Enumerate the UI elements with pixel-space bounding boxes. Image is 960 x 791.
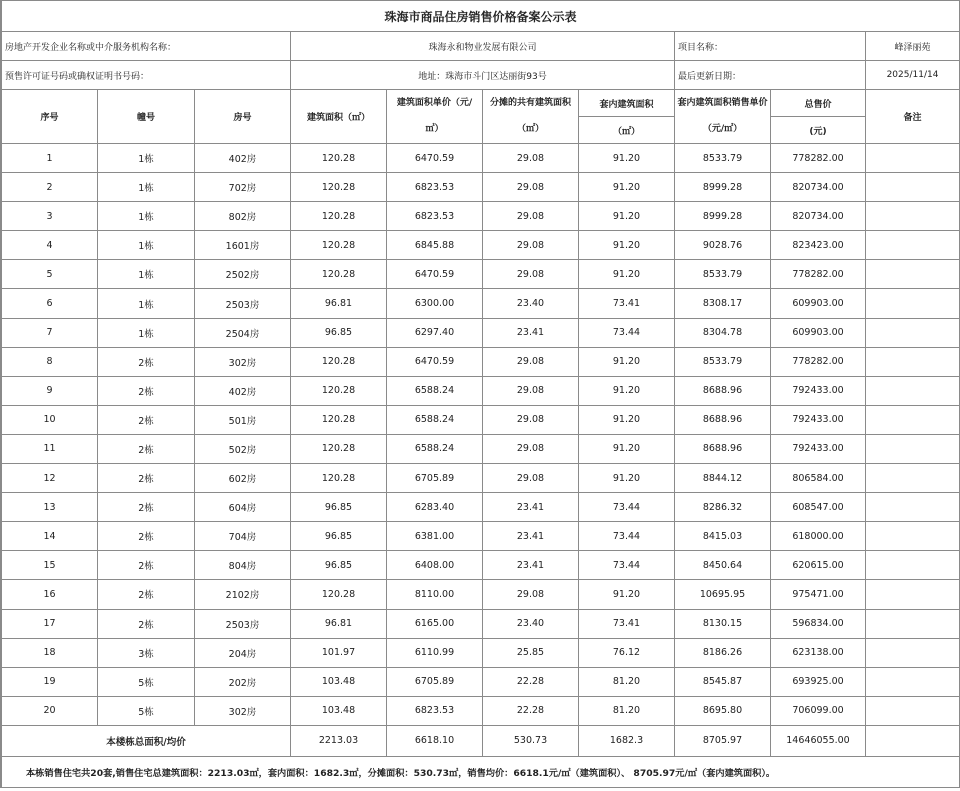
total-price-cell: 778282.00 xyxy=(771,144,866,173)
seq-cell: 6 xyxy=(2,289,98,318)
room-cell: 802房 xyxy=(195,202,291,231)
shared-area-cell: 29.08 xyxy=(483,580,579,609)
inner-price-cell: 10695.95 xyxy=(675,580,771,609)
remark-cell xyxy=(866,405,960,434)
inner-area-cell: 91.20 xyxy=(579,376,675,405)
building-cell: 2栋 xyxy=(98,464,195,493)
inner-area-cell: 73.44 xyxy=(579,551,675,580)
total-price-cell: 806584.00 xyxy=(771,464,866,493)
seq-cell: 14 xyxy=(2,522,98,551)
area-cell: 101.97 xyxy=(291,638,387,667)
area-cell: 120.28 xyxy=(291,202,387,231)
remark-cell xyxy=(866,376,960,405)
unit-price-cell: 6283.40 xyxy=(387,493,483,522)
building-cell: 1栋 xyxy=(98,231,195,260)
table-row xyxy=(2,405,960,434)
inner-area-cell: 73.44 xyxy=(579,493,675,522)
unit-price-cell: 6823.53 xyxy=(387,202,483,231)
seq-cell: 1 xyxy=(2,144,98,173)
room-cell: 1601房 xyxy=(195,231,291,260)
unit-price-cell: 6470.59 xyxy=(387,347,483,376)
area-cell: 120.28 xyxy=(291,144,387,173)
room-cell: 302房 xyxy=(195,696,291,725)
shared-area-cell: 23.41 xyxy=(483,318,579,347)
table-row xyxy=(2,464,960,493)
remark-cell xyxy=(866,696,960,725)
inner-price-cell: 8533.79 xyxy=(675,144,771,173)
inner-area-cell: 76.12 xyxy=(579,638,675,667)
remark-cell xyxy=(866,347,960,376)
room-cell: 604房 xyxy=(195,493,291,522)
total-inner-price: 8705.97 xyxy=(675,725,771,756)
header-total-price: 总售价 xyxy=(771,90,866,117)
inner-area-cell: 81.20 xyxy=(579,667,675,696)
building-cell: 2栋 xyxy=(98,609,195,638)
remark-cell xyxy=(866,551,960,580)
table-row xyxy=(2,493,960,522)
unit-price-cell: 6470.59 xyxy=(387,260,483,289)
room-cell: 402房 xyxy=(195,144,291,173)
total-price-cell: 792433.00 xyxy=(771,376,866,405)
remark-cell xyxy=(866,667,960,696)
total-price-cell: 609903.00 xyxy=(771,318,866,347)
inner-price-cell: 8415.03 xyxy=(675,522,771,551)
area-cell: 120.28 xyxy=(291,173,387,202)
permit-label: 预售许可证号码或确权证明书号码： xyxy=(2,61,291,90)
total-price-cell: 706099.00 xyxy=(771,696,866,725)
total-price-cell: 823423.00 xyxy=(771,231,866,260)
shared-area-cell: 23.40 xyxy=(483,289,579,318)
shared-area-cell: 22.28 xyxy=(483,667,579,696)
table-row xyxy=(2,667,960,696)
remark-cell xyxy=(866,580,960,609)
shared-area-cell: 29.08 xyxy=(483,260,579,289)
area-cell: 120.28 xyxy=(291,405,387,434)
header-remark: 备注 xyxy=(866,90,960,144)
header-inner-price-line2: （元/㎡） xyxy=(702,124,743,134)
table-row xyxy=(2,580,960,609)
remark-cell xyxy=(866,144,960,173)
unit-price-cell: 6381.00 xyxy=(387,522,483,551)
inner-price-cell: 8999.28 xyxy=(675,173,771,202)
inner-price-cell: 8450.64 xyxy=(675,551,771,580)
total-label: 本楼栋总面积/均价 xyxy=(2,725,291,756)
inner-area-cell: 91.20 xyxy=(579,347,675,376)
seq-cell: 11 xyxy=(2,434,98,463)
project-name: 峰泽丽苑 xyxy=(866,32,960,61)
seq-cell: 15 xyxy=(2,551,98,580)
header-total-price-unit: (元) xyxy=(771,117,866,144)
area-cell: 120.28 xyxy=(291,434,387,463)
building-cell: 1栋 xyxy=(98,173,195,202)
remark-cell xyxy=(866,464,960,493)
shared-area-cell: 23.40 xyxy=(483,609,579,638)
inner-area-cell: 91.20 xyxy=(579,405,675,434)
building-cell: 5栋 xyxy=(98,667,195,696)
table-row xyxy=(2,347,960,376)
area-cell: 96.81 xyxy=(291,289,387,318)
shared-area-cell: 29.08 xyxy=(483,405,579,434)
inner-price-cell: 8688.96 xyxy=(675,405,771,434)
header-unit-price xyxy=(387,90,483,144)
unit-price-cell: 6845.88 xyxy=(387,231,483,260)
inner-price-cell: 8304.78 xyxy=(675,318,771,347)
room-cell: 502房 xyxy=(195,434,291,463)
shared-area-cell: 29.08 xyxy=(483,434,579,463)
building-cell: 2栋 xyxy=(98,434,195,463)
unit-price-cell: 6408.00 xyxy=(387,551,483,580)
unit-price-cell: 6823.53 xyxy=(387,173,483,202)
total-price-cell: 792433.00 xyxy=(771,405,866,434)
building-cell: 1栋 xyxy=(98,144,195,173)
area-cell: 96.85 xyxy=(291,551,387,580)
table-row xyxy=(2,434,960,463)
inner-area-cell: 91.20 xyxy=(579,231,675,260)
total-row xyxy=(2,725,960,756)
inner-price-cell: 8844.12 xyxy=(675,464,771,493)
remark-cell xyxy=(866,638,960,667)
header-room: 房号 xyxy=(195,90,291,144)
building-cell: 2栋 xyxy=(98,580,195,609)
building-cell: 2栋 xyxy=(98,493,195,522)
building-cell: 5栋 xyxy=(98,696,195,725)
shared-area-cell: 29.08 xyxy=(483,173,579,202)
inner-area-cell: 81.20 xyxy=(579,696,675,725)
room-cell: 702房 xyxy=(195,173,291,202)
total-price-cell: 820734.00 xyxy=(771,173,866,202)
table-row xyxy=(2,522,960,551)
total-price-cell: 778282.00 xyxy=(771,260,866,289)
remark-cell xyxy=(866,173,960,202)
area-cell: 96.85 xyxy=(291,493,387,522)
seq-cell: 17 xyxy=(2,609,98,638)
shared-area-cell: 29.08 xyxy=(483,144,579,173)
unit-price-cell: 6110.99 xyxy=(387,638,483,667)
inner-price-cell: 8533.79 xyxy=(675,347,771,376)
building-cell: 1栋 xyxy=(98,260,195,289)
seq-cell: 7 xyxy=(2,318,98,347)
area-cell: 103.48 xyxy=(291,696,387,725)
data-rows xyxy=(2,144,960,726)
total-price-cell: 792433.00 xyxy=(771,434,866,463)
area-cell: 103.48 xyxy=(291,667,387,696)
inner-price-cell: 8695.80 xyxy=(675,696,771,725)
shared-area-cell: 29.08 xyxy=(483,347,579,376)
header-shared-area xyxy=(483,90,579,144)
total-price-cell: 608547.00 xyxy=(771,493,866,522)
unit-price-cell: 6470.59 xyxy=(387,144,483,173)
inner-price-cell: 8545.87 xyxy=(675,667,771,696)
area-cell: 120.28 xyxy=(291,580,387,609)
area-cell: 120.28 xyxy=(291,231,387,260)
table-row xyxy=(2,609,960,638)
total-shared: 530.73 xyxy=(483,725,579,756)
unit-price-cell: 8110.00 xyxy=(387,580,483,609)
shared-area-cell: 23.41 xyxy=(483,522,579,551)
inner-area-cell: 73.44 xyxy=(579,522,675,551)
remark-cell xyxy=(866,260,960,289)
room-cell: 204房 xyxy=(195,638,291,667)
table-row xyxy=(2,696,960,725)
total-price-cell: 778282.00 xyxy=(771,347,866,376)
seq-cell: 16 xyxy=(2,580,98,609)
building-cell: 3栋 xyxy=(98,638,195,667)
remark-cell xyxy=(866,202,960,231)
table-row xyxy=(2,231,960,260)
building-cell: 2栋 xyxy=(98,347,195,376)
inner-area-cell: 91.20 xyxy=(579,580,675,609)
header-inner-area-unit: （㎡） xyxy=(579,117,675,144)
table-row xyxy=(2,551,960,580)
remark-cell xyxy=(866,493,960,522)
area-cell: 120.28 xyxy=(291,376,387,405)
area-cell: 96.85 xyxy=(291,318,387,347)
total-price-cell: 596834.00 xyxy=(771,609,866,638)
seq-cell: 2 xyxy=(2,173,98,202)
seq-cell: 8 xyxy=(2,347,98,376)
header-seq: 序号 xyxy=(2,90,98,144)
page-title: 珠海市商品住房销售价格备案公示表 xyxy=(2,1,960,32)
building-cell: 1栋 xyxy=(98,318,195,347)
total-price-cell: 820734.00 xyxy=(771,202,866,231)
developer-name: 珠海永和物业发展有限公司 xyxy=(291,32,675,61)
inner-price-cell: 9028.76 xyxy=(675,231,771,260)
room-cell: 402房 xyxy=(195,376,291,405)
area-cell: 120.28 xyxy=(291,347,387,376)
unit-price-cell: 6297.40 xyxy=(387,318,483,347)
header-shared-line2: （㎡） xyxy=(516,124,544,134)
seq-cell: 9 xyxy=(2,376,98,405)
unit-price-cell: 6705.89 xyxy=(387,667,483,696)
room-cell: 2502房 xyxy=(195,260,291,289)
total-total-price: 14646055.00 xyxy=(771,725,866,756)
remark-cell xyxy=(866,522,960,551)
summary-note: 本栋销售住宅共20套,销售住宅总建筑面积：2213.03㎡，套内面积：1682.3㎡，分摊面积：530.73㎡，销售均价：6618.1元/㎡（建筑面积）、 8705.97元/㎡（套内建筑面积）。 xyxy=(2,756,960,787)
inner-area-cell: 91.20 xyxy=(579,434,675,463)
inner-area-cell: 91.20 xyxy=(579,260,675,289)
inner-area-cell: 73.41 xyxy=(579,609,675,638)
room-cell: 202房 xyxy=(195,667,291,696)
total-price-cell: 975471.00 xyxy=(771,580,866,609)
header-unit-price-line2: ㎡） xyxy=(425,124,444,134)
table-row xyxy=(2,202,960,231)
room-cell: 2102房 xyxy=(195,580,291,609)
header-shared-line1: 分摊的共有建筑面积 xyxy=(489,98,571,108)
seq-cell: 10 xyxy=(2,405,98,434)
inner-price-cell: 8688.96 xyxy=(675,434,771,463)
unit-price-cell: 6588.24 xyxy=(387,405,483,434)
room-cell: 602房 xyxy=(195,464,291,493)
shared-area-cell: 25.85 xyxy=(483,638,579,667)
building-cell: 2栋 xyxy=(98,376,195,405)
area-cell: 120.28 xyxy=(291,260,387,289)
total-price-cell: 618000.00 xyxy=(771,522,866,551)
shared-area-cell: 23.41 xyxy=(483,551,579,580)
remark-cell xyxy=(866,318,960,347)
inner-area-cell: 91.20 xyxy=(579,202,675,231)
unit-price-cell: 6588.24 xyxy=(387,376,483,405)
updated-label: 最后更新日期： xyxy=(675,61,866,90)
seq-cell: 13 xyxy=(2,493,98,522)
remark-cell xyxy=(866,289,960,318)
inner-price-cell: 8533.79 xyxy=(675,260,771,289)
seq-cell: 18 xyxy=(2,638,98,667)
shared-area-cell: 29.08 xyxy=(483,376,579,405)
header-building: 幢号 xyxy=(98,90,195,144)
remark-cell xyxy=(866,434,960,463)
area-cell: 120.28 xyxy=(291,464,387,493)
seq-cell: 3 xyxy=(2,202,98,231)
remark-cell xyxy=(866,609,960,638)
unit-price-cell: 6165.00 xyxy=(387,609,483,638)
shared-area-cell: 29.08 xyxy=(483,231,579,260)
inner-price-cell: 8186.26 xyxy=(675,638,771,667)
area-cell: 96.85 xyxy=(291,522,387,551)
shared-area-cell: 22.28 xyxy=(483,696,579,725)
area-cell: 96.81 xyxy=(291,609,387,638)
inner-price-cell: 8130.15 xyxy=(675,609,771,638)
total-price-cell: 693925.00 xyxy=(771,667,866,696)
room-cell: 302房 xyxy=(195,347,291,376)
building-cell: 2栋 xyxy=(98,551,195,580)
unit-price-cell: 6823.53 xyxy=(387,696,483,725)
room-cell: 2504房 xyxy=(195,318,291,347)
project-label: 项目名称： xyxy=(675,32,866,61)
room-cell: 804房 xyxy=(195,551,291,580)
seq-cell: 20 xyxy=(2,696,98,725)
table-row xyxy=(2,289,960,318)
room-cell: 501房 xyxy=(195,405,291,434)
seq-cell: 12 xyxy=(2,464,98,493)
seq-cell: 4 xyxy=(2,231,98,260)
price-table xyxy=(1,0,960,788)
total-price-cell: 620615.00 xyxy=(771,551,866,580)
table-row xyxy=(2,638,960,667)
seq-cell: 19 xyxy=(2,667,98,696)
table-row xyxy=(2,260,960,289)
header-inner-price xyxy=(675,90,771,144)
unit-price-cell: 6588.24 xyxy=(387,434,483,463)
shared-area-cell: 29.08 xyxy=(483,202,579,231)
total-price-cell: 609903.00 xyxy=(771,289,866,318)
inner-area-cell: 73.41 xyxy=(579,289,675,318)
shared-area-cell: 23.41 xyxy=(483,493,579,522)
header-inner-price-line1: 套内建筑面积销售单价 xyxy=(677,98,768,108)
updated-date: 2025/11/14 xyxy=(866,61,960,90)
header-area: 建筑面积（㎡） xyxy=(291,90,387,144)
inner-area-cell: 73.44 xyxy=(579,318,675,347)
room-cell: 2503房 xyxy=(195,609,291,638)
building-cell: 1栋 xyxy=(98,202,195,231)
inner-price-cell: 8308.17 xyxy=(675,289,771,318)
table-row xyxy=(2,173,960,202)
header-unit-price-line1: 建筑面积单价（元/ xyxy=(396,98,473,108)
total-price-cell: 623138.00 xyxy=(771,638,866,667)
inner-area-cell: 91.20 xyxy=(579,173,675,202)
address: 地址：珠海市斗门区达丽街93号 xyxy=(291,61,675,90)
table-row xyxy=(2,144,960,173)
total-inner: 1682.3 xyxy=(579,725,675,756)
building-cell: 2栋 xyxy=(98,522,195,551)
total-remark xyxy=(866,725,960,756)
room-cell: 2503房 xyxy=(195,289,291,318)
seq-cell: 5 xyxy=(2,260,98,289)
unit-price-cell: 6705.89 xyxy=(387,464,483,493)
inner-price-cell: 8999.28 xyxy=(675,202,771,231)
remark-cell xyxy=(866,231,960,260)
inner-price-cell: 8286.32 xyxy=(675,493,771,522)
developer-label: 房地产开发企业名称或中介服务机构名称： xyxy=(2,32,291,61)
table-row xyxy=(2,318,960,347)
inner-area-cell: 91.20 xyxy=(579,464,675,493)
inner-price-cell: 8688.96 xyxy=(675,376,771,405)
table-row xyxy=(2,376,960,405)
header-inner-area: 套内建筑面积 xyxy=(579,90,675,117)
building-cell: 1栋 xyxy=(98,289,195,318)
total-unit-price: 6618.10 xyxy=(387,725,483,756)
building-cell: 2栋 xyxy=(98,405,195,434)
shared-area-cell: 29.08 xyxy=(483,464,579,493)
unit-price-cell: 6300.00 xyxy=(387,289,483,318)
room-cell: 704房 xyxy=(195,522,291,551)
inner-area-cell: 91.20 xyxy=(579,144,675,173)
total-area: 2213.03 xyxy=(291,725,387,756)
